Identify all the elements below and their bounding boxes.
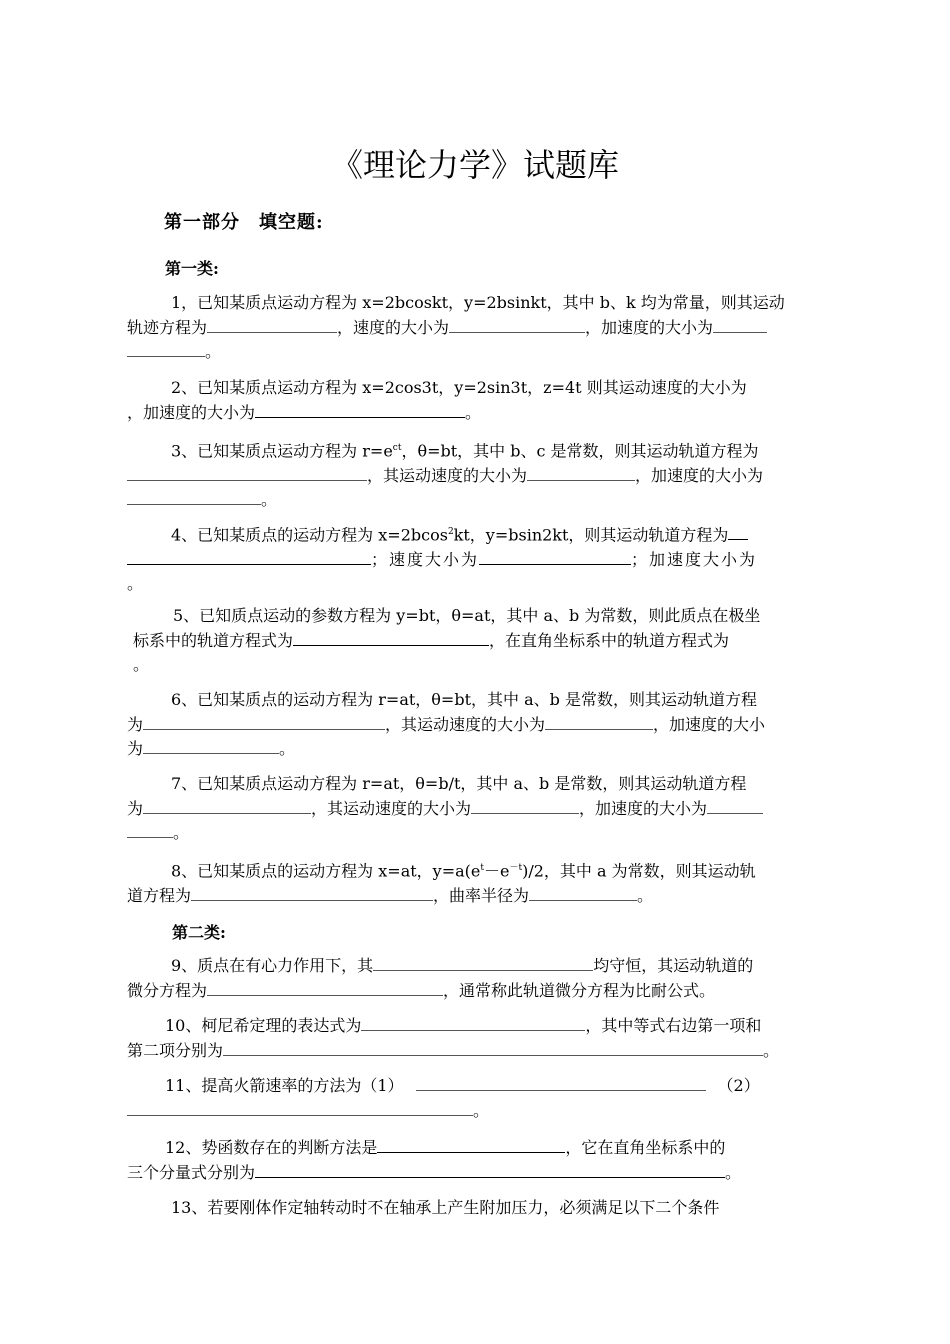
superscript: －t (509, 863, 523, 873)
question-text: 7、已知某质点运动方程为 r=at，θ=b/t，其中 a、b 是常数，则其运动轨道方程 (171, 774, 747, 793)
question-text: ，其运动速度的大小为 (367, 465, 528, 485)
question-text: 。 (725, 1162, 742, 1182)
question-text: 12、势函数存在的判断方法是 (165, 1138, 378, 1157)
question-text: 。 (133, 655, 150, 674)
question-text: 道方程为 (127, 885, 192, 905)
answer-blank (471, 801, 579, 814)
question-text: ；加速度大小为 (631, 549, 758, 569)
question-text: 1，已知某质点运动方程为 x=2bcoskt，y=2bsinkt，其中 b、k 均为常量，则其运动 (171, 293, 785, 312)
question-text: ，加速度的大小 (653, 714, 766, 734)
superscript: ct (392, 443, 402, 453)
superscript: 2 (447, 527, 454, 537)
question-13 (127, 1196, 819, 1221)
question-9 (127, 954, 819, 1003)
question-text: ，通常称此轨道微分方程为比耐公式。 (443, 980, 716, 1000)
question-text: 11、提高火箭速率的方法为（1） (165, 1076, 404, 1095)
question-text: ，曲率半径为 (433, 885, 530, 905)
answer-blank (713, 320, 767, 333)
question-text: 。 (127, 574, 144, 594)
answer-blank (127, 492, 261, 505)
question-text: 10、柯尼希定理的表达式为 (165, 1016, 362, 1035)
question-text: 。 (279, 739, 296, 758)
question-text: ，其运动速度的大小为 (385, 714, 546, 734)
answer-blank (143, 717, 385, 730)
question-text: 6、已知某质点的运动方程为 r=at，θ=bt，其中 a、b 是常数，则其运动轨道方程 (171, 690, 757, 709)
question-text: 。 (261, 490, 278, 510)
category-heading-2: 第二类: (172, 923, 226, 942)
question-text: 为 (127, 798, 144, 818)
question-text: kt，y=bsin2kt，则其运动轨道方程为 (453, 525, 729, 545)
question-text: 。 (173, 823, 190, 842)
question-text: 8、已知某质点的运动方程为 x=at，y=a(e (171, 861, 481, 881)
question-1 (127, 291, 819, 365)
question-text: ，它在直角坐标系中的 (565, 1138, 726, 1157)
answer-blank (191, 888, 433, 901)
answer-blank (479, 548, 631, 565)
answer-blank (143, 801, 311, 814)
question-text: 为 (127, 739, 144, 758)
question-12 (127, 1136, 819, 1185)
question-text: )/2，其中 a 为常数，则其运动轨 (522, 861, 756, 881)
answer-blank (127, 344, 205, 357)
answer-blank (293, 629, 489, 646)
question-text: 5、已知质点运动的参数方程为 y=bt，θ=at，其中 a、b 为常数，则此质点在极坐 (173, 606, 761, 625)
question-text: ，其运动速度的大小为 (311, 798, 472, 818)
question-text: ，在直角坐标系中的轨道方程式为 (489, 630, 730, 650)
answer-blank (529, 888, 637, 901)
question-8 (127, 856, 819, 908)
document-title: 《理论力学》试题库 (330, 146, 619, 184)
category-heading-1: 第一类: (165, 259, 219, 278)
question-text: 三个分量式分别为 (127, 1162, 256, 1182)
question-text: 微分方程为 (127, 980, 208, 1000)
question-text: 均守恒，其运动轨道的 (593, 956, 754, 975)
question-6 (127, 688, 819, 762)
question-text: ，加速度的大小为 (635, 465, 764, 485)
answer-blank (143, 741, 279, 754)
question-5 (133, 604, 819, 678)
question-text: ，加速度的大小为 (127, 402, 256, 422)
answer-blank (255, 401, 465, 418)
question-text: ，其中等式右边第一项和 (585, 1016, 762, 1035)
answer-blank (728, 523, 748, 540)
answer-blank (416, 1078, 706, 1091)
question-2 (127, 376, 819, 425)
question-text: ，θ=bt，其中 b、c 是常数，则其运动轨道方程为 (401, 441, 759, 461)
answer-blank (449, 320, 585, 333)
answer-blank (127, 1103, 473, 1116)
answer-blank (373, 958, 593, 971)
question-text: ；速度大小为 (371, 549, 480, 569)
answer-blank (127, 468, 367, 481)
question-text: 第二项分别为 (127, 1040, 224, 1060)
question-text: 9、质点在有心力作用下，其 (171, 956, 374, 975)
answer-blank (255, 1161, 725, 1178)
question-text: 轨迹方程为 (127, 317, 208, 337)
question-text: 13、若要刚体作定轴转动时不在轴承上产生附加压力，必须满足以下二个条件 (171, 1198, 720, 1217)
question-text: 。 (473, 1100, 490, 1120)
answer-blank (361, 1018, 585, 1031)
question-text: ，加速度的大小为 (585, 317, 714, 337)
question-11 (127, 1074, 819, 1123)
answer-blank (377, 1136, 565, 1153)
answer-blank (545, 717, 653, 730)
question-text: （2） (717, 1076, 760, 1095)
answer-blank (207, 983, 443, 996)
question-text: 标系中的轨道方程式为 (133, 630, 294, 650)
question-7 (127, 772, 819, 846)
question-text: 2、已知某质点运动方程为 x=2cos3t，y=2sin3t，z=4t 则其运动速度的大小为 (171, 378, 747, 397)
answer-blank (223, 1043, 763, 1056)
answer-blank (127, 825, 173, 838)
question-4 (127, 520, 819, 597)
answer-blank (207, 320, 337, 333)
question-text: 为 (127, 714, 144, 734)
question-text: －e (484, 861, 510, 881)
answer-blank (527, 468, 635, 481)
question-3 (127, 436, 819, 513)
superscript: t (480, 863, 484, 873)
question-text: 。 (205, 342, 222, 361)
answer-blank (127, 548, 371, 565)
part-heading: 第一部分 填空题: (164, 212, 324, 233)
question-text: 4、已知某质点的运动方程为 x=2bcos (171, 525, 448, 545)
question-text: 。 (763, 1040, 780, 1060)
question-text: 。 (637, 885, 654, 905)
question-10 (127, 1014, 819, 1063)
answer-blank (707, 801, 763, 814)
question-text: 3、已知某质点运动方程为 r=e (171, 441, 393, 461)
question-text: 。 (465, 402, 482, 422)
question-text: ，速度的大小为 (337, 317, 450, 337)
question-text: ，加速度的大小为 (579, 798, 708, 818)
